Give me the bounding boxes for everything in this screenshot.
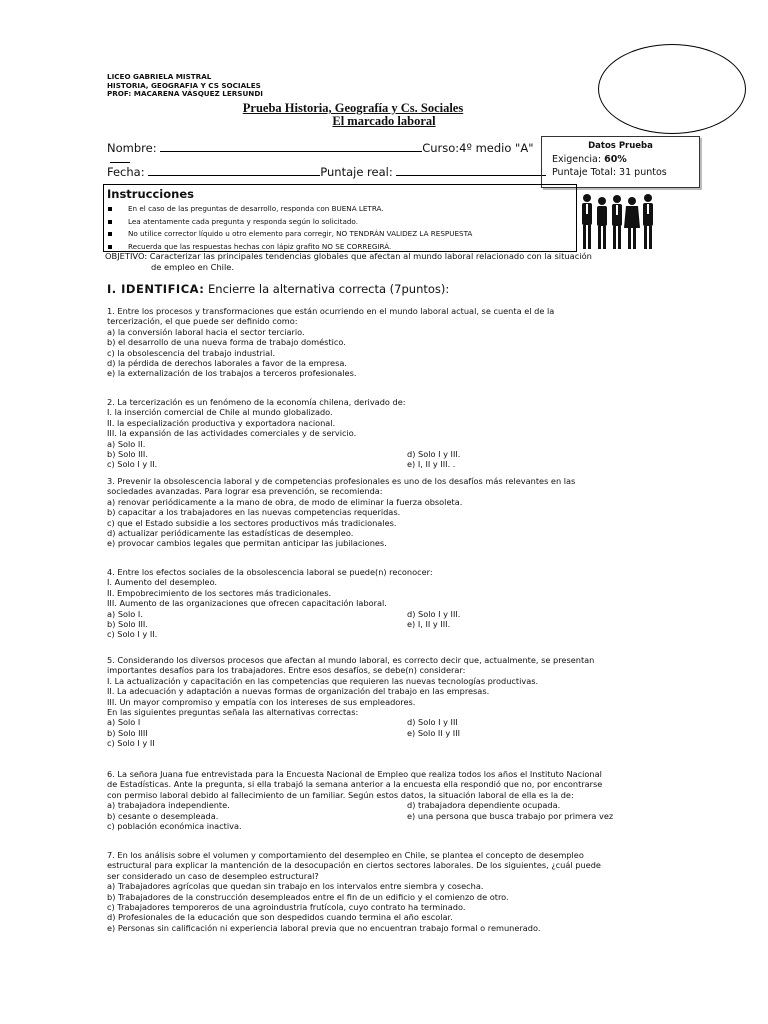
option[interactable]: c) Solo I y II.: [107, 629, 158, 640]
option[interactable]: b) Solo III.: [107, 619, 148, 630]
option[interactable]: d) Solo I y III: [407, 717, 458, 728]
puntaje-line[interactable]: [396, 166, 546, 176]
option[interactable]: a) trabajadora independiente.: [107, 800, 230, 811]
fecha-line[interactable]: [148, 166, 320, 176]
question-6: 6. La señora Juana fue entrevistada para la Encuesta Nacional de Empleo que realiza todos los años el Instituto Nacional de Estadísticas. Ante la pregunta, si ella trabajó la semana anterior a la encuesta ella respondió que no, por encontrarse con permiso laboral debido al fallecimiento de un familiar. Según estos datos, la situación laboral de ella es la de: a) trabajadora independiente. d) trabajadora dependiente ocupada. b) cesante o desempleada. e) una persona que busca trabajo por primera vez c) población económica inactiva.: [107, 769, 667, 831]
question-4: 4. Entre los efectos sociales de la obsolescencia laboral se puede(n) reconocer: I. Aumento del desempleo. II. Empobrecimiento de los sectores más tradicionales. III. Aumento de las organizaciones que ofrecen capacitación laboral. a) Solo I. d) Solo I y III. b) Solo III. e) I, II y III. c) Solo I y II.: [107, 567, 667, 640]
option[interactable]: c) Solo I y II.: [107, 459, 158, 470]
option[interactable]: e) I, II y III.: [407, 619, 451, 630]
nombre-continuation-line: [110, 162, 130, 163]
school-header: [107, 73, 263, 99]
option[interactable]: e) una persona que busca trabajo por primera vez: [407, 810, 614, 821]
option[interactable]: b) capacitar a los trabajadores en las nuevas competencias requeridas.: [107, 507, 401, 518]
instruction-item: Recuerda que las respuestas hechas con lápiz grafito NO SE CORREGIRÁ.: [104, 241, 576, 254]
option[interactable]: b) Solo III.: [107, 449, 148, 460]
option[interactable]: d) actualizar periódicamente las estadísticas de desempleo.: [107, 528, 354, 539]
exigencia: Exigencia: 60%: [552, 154, 627, 165]
option[interactable]: a) Solo I.: [107, 608, 143, 619]
instructions-title: Instrucciones: [107, 187, 194, 201]
option[interactable]: d) Solo I y III.: [407, 608, 461, 619]
instruction-item: Lea atentamente cada pregunta y responda según lo solicitado.: [104, 216, 576, 229]
nombre-field: Nombre: Curso:4º medio "A": [107, 141, 534, 155]
option[interactable]: a) Solo II.: [107, 438, 146, 449]
school-name: LICEO GABRIELA MISTRAL: [107, 72, 212, 81]
question-3: 3. Prevenir la obsolescencia laboral y de competencias profesionales es uno de los desafíos más relevantes en las sociedades avanzadas. Para lograr esa prevención, se recomienda: a) renovar periódicamente a la mano de obra, de modo de eliminar la fuerza obsoleta. b) capacitar a los trabajadores en las nuevas competencias requeridas. c) que el Estado subsidie a los sectores productivos más tradicionales. d) actualizar periódicamente las estadísticas de desempleo. e) provocar cambios legales que permitan anticipar las jubilaciones.: [107, 476, 667, 549]
test-subtitle: El marcado laboral: [332, 114, 436, 128]
business-people-icon: [580, 192, 658, 252]
department: HISTORIA, GEOGRAFIA Y CS SOCIALES: [107, 80, 261, 90]
nombre-line[interactable]: [160, 142, 422, 152]
option[interactable]: b) Trabajadores de la construcción desempleados entre el fin de un edificio y el comienzo de otro.: [107, 891, 509, 902]
option[interactable]: d) Solo I y III.: [407, 449, 461, 460]
fecha-field: Fecha: Puntaje real:: [107, 165, 546, 179]
option[interactable]: e) I, II y III. .: [407, 459, 456, 470]
question-2: 2. La tercerización es un fenómeno de la economía chilena, derivado de: I. la inserción comercial de Chile al mundo globalizado. II. la especialización productiva y exportadora nacional. III. la expansión de las actividades comerciales y de servicio. a) Solo II. b) Solo III. d) Solo I y III. c) Solo I y II. e) I, II y III. .: [107, 397, 667, 470]
datos-prueba-box: [541, 136, 700, 188]
option[interactable]: c) población económica inactiva.: [107, 821, 242, 832]
teacher: PROF: MACARENA VÁSQUEZ LERSUNDI: [107, 89, 263, 99]
objective: OBJETIVO: Caracterizar las principales tendencias globales que afectan al mundo laboral relacionado con la situación de empleo en Chile.: [105, 251, 592, 272]
option[interactable]: b) cesante o desempleada.: [107, 810, 219, 821]
instruction-item: En el caso de las preguntas de desarrollo, responda con BUENA LETRA.: [104, 203, 576, 216]
option[interactable]: c) la obsolescencia del trabajo industrial.: [107, 347, 276, 358]
option[interactable]: a) renovar periódicamente a la mano de obra, de modo de eliminar la fuerza obsoleta.: [107, 496, 463, 507]
option[interactable]: d) trabajadora dependiente ocupada.: [407, 800, 561, 811]
option[interactable]: b) Solo IIII: [107, 727, 148, 738]
puntaje-total: Puntaje Total: 31 puntos: [552, 167, 667, 178]
question-7: 7. En los análisis sobre el volumen y comportamiento del desempleo en Chile, se plantea el concepto de desempleo estructural para explicar la mantención de la desocupación en ciertos sectores laborales. De los siguientes, ¿cuál puede ser considerado un caso de desempleo estructural? a) Trabajadores agrícolas que quedan sin trabajo en los intervalos entre siembra y cosecha. b) Trabajadores de la construcción desempleados entre el fin de un edificio y el comienzo de otro. c) Trabajadores temporeros de una agroindustria frutícola, cuyo contrato ha terminado. d) Profesionales de la educación que son despedidos cuando termina el año escolar. e) Personas sin calificación ni experiencia laboral previa que no encuentran trabajo formal o remunerado.: [107, 850, 667, 933]
option[interactable]: c) Solo I y II: [107, 738, 155, 749]
option[interactable]: e) provocar cambios legales que permitan anticipar las jubilaciones.: [107, 538, 387, 549]
section-heading: I. IDENTIFICA: Encierre la alternativa correcta (7puntos):: [107, 282, 450, 296]
option[interactable]: a) Trabajadores agrícolas que quedan sin trabajo en los intervalos entre siembra y cosecha.: [107, 881, 484, 892]
option[interactable]: c) que el Estado subsidie a los sectores productivos más tradicionales.: [107, 517, 397, 528]
option[interactable]: c) Trabajadores temporeros de una agroindustria frutícola, cuyo contrato ha terminado.: [107, 902, 466, 913]
option[interactable]: e) Personas sin calificación ni experiencia laboral previa que no encuentran trabajo formal o remunerado.: [107, 922, 541, 933]
question-1: 1. Entre los procesos y transformaciones que están ocurriendo en el mundo laboral actual, se cuenta el de la tercerización, el que puede ser definido como: a) la conversión laboral hacia el sector terciario. b) el desarrollo de una nueva forma de trabajo doméstico. c) la obsolescencia del trabajo industrial. d) la pérdida de derechos laborales a favor de la empresa. e) la externalización de los trabajos a terceros profesionales.: [107, 306, 667, 379]
option[interactable]: b) el desarrollo de una nueva forma de trabajo doméstico.: [107, 337, 346, 348]
instructions-box: [103, 184, 577, 252]
question-5: 5. Considerando los diversos procesos que afectan al mundo laboral, es correcto decir que, actualmente, se presentan importantes desafíos para los trabajadores. Entre esos desafíos, se debe(n) considerar: I. La actualización y capacitación en las competencias que requieren las nuevas tecnologías productivas. II. La adecuación y adaptación a nuevas formas de organización del trabajo en las empresas. III. Un mayor compromiso y empatía con los intereses de sus empleadores. En las siguientes preguntas señala las alternativas correctas: a) Solo I d) Solo I y III b) Solo IIII e) Solo II y III c) Solo I y II: [107, 655, 667, 749]
option[interactable]: d) Profesionales de la educación que son despedidos cuando termina el año escolar.: [107, 912, 453, 923]
datos-title: Datos Prueba: [588, 141, 653, 151]
option[interactable]: e) la externalización de los trabajos a terceros profesionales.: [107, 368, 357, 379]
option[interactable]: d) la pérdida de derechos laborales a favor de la empresa.: [107, 358, 347, 369]
instruction-item: No utilice corrector líquido u otro elemento para corregir, NO TENDRÁN VALIDEZ LA RESPUESTA: [104, 228, 576, 241]
option[interactable]: a) la conversión laboral hacia el sector terciario.: [107, 326, 305, 337]
option[interactable]: a) Solo I: [107, 717, 141, 728]
option[interactable]: e) Solo II y III: [407, 727, 461, 738]
test-title: Prueba Historia, Geografía y Cs. Sociales: [242, 101, 464, 115]
